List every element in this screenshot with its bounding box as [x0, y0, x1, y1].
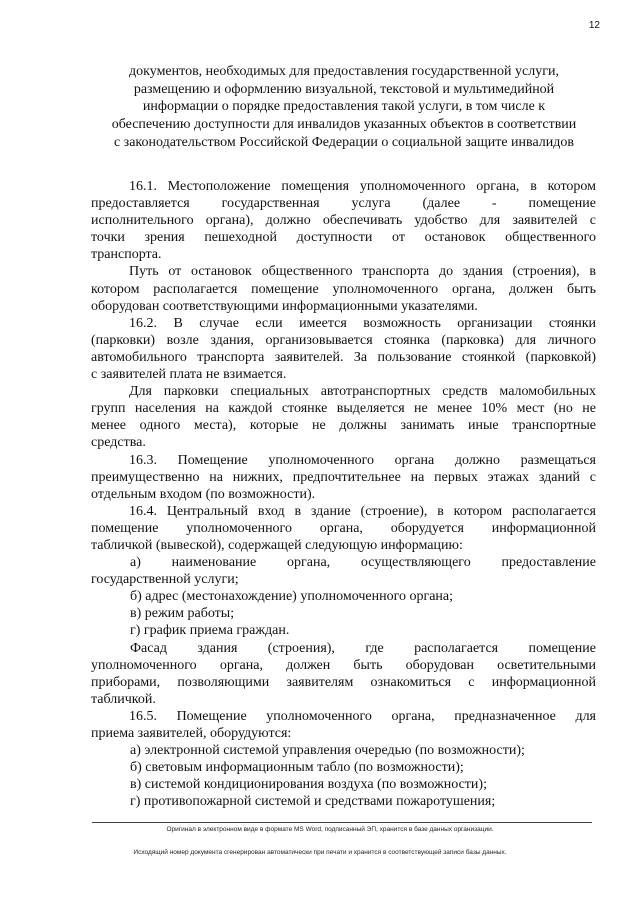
body-line: точки зрения пешеходной доступности от остановок общественного — [91, 230, 596, 246]
footer-divider — [92, 822, 592, 823]
body-line: преимущественно на нижних, предпочтительнее на первых этажах зданий с — [91, 469, 596, 485]
body-line: уполномоченного органа, должен быть оборудован осветительными — [91, 657, 596, 673]
body-line: менее одного места), которые не должны занимать иные транспортные — [91, 418, 596, 434]
body-line: 16.4. Центральный вход в здание (строение), в котором располагается — [129, 503, 596, 519]
heading-line: с законодательством Российской Федерации о социальной защите инвалидов — [113, 134, 575, 150]
body-line: Для парковки специальных автотранспортных средств маломобильных — [129, 384, 596, 400]
body-line: предоставляется государственная услуга (далее - помещение — [91, 196, 596, 212]
section-heading — [88, 63, 600, 152]
body-line: табличкой (вывеской), содержащей следующую информацию: — [91, 537, 463, 553]
body-line: государственной услуги; — [91, 572, 239, 588]
body-line: Путь от остановок общественного транспорта до здания (строения), в — [129, 264, 596, 280]
body-line: б) световым информационным табло (по возможности); — [130, 760, 464, 776]
body-line: Фасад здания (строения), где располагается помещение — [130, 640, 596, 656]
body-line: в) системой кондиционирования воздуха (по возможности); — [130, 777, 487, 793]
body-line: а) наименование органа, осуществляющего предоставление — [130, 555, 596, 571]
body-line: отдельным входом (по возможности). — [91, 486, 316, 502]
body-line: а) электронной системой управления очередью (по возможности); — [130, 743, 525, 759]
footer-original-note: Оригинал в электронном виде в формате MS Word, подписанный ЭП, хранится в базе данных организации. — [166, 826, 494, 833]
body-line: б) адрес (местонахождение) уполномоченного органа; — [130, 589, 454, 605]
body-line: с заявителей плата не взимается. — [91, 367, 287, 383]
body-line: оборудован соответствующими информационными указателями. — [91, 298, 478, 314]
body-line: котором располагается помещение уполномоченного органа, должен быть — [91, 281, 596, 297]
body-line: приборами, позволяющими заявителям ознакомиться с информационной — [91, 674, 596, 690]
heading-line: информации о порядке предоставления такой услуги, в том числе к — [142, 99, 546, 115]
body-line: транспорта. — [91, 247, 162, 263]
body-line: 16.3. Помещение уполномоченного органа должно размещаться — [129, 452, 596, 468]
heading-line: документов, необходимых для предоставления государственной услуги, — [129, 64, 559, 79]
body-line: помещение уполномоченного органа, оборудуется информационной — [91, 520, 596, 536]
body-line: в) режим работы; — [130, 606, 235, 622]
body-line: средства. — [91, 435, 146, 451]
body-line: (парковки) возле здания, организовывается стоянка (парковка) для личного — [91, 332, 596, 348]
body-line: автомобильного транспорта заявителей. За пользование стоянкой (парковкой) — [91, 349, 596, 365]
body-line: табличкой. — [91, 691, 156, 707]
body-line: 16.1. Местоположение помещения уполномоченного органа, в котором — [129, 179, 596, 194]
body-line: г) противопожарной системой и средствами пожаротушения; — [130, 794, 496, 810]
page-number: 12 — [588, 20, 600, 31]
body-line: г) график приема граждан. — [130, 623, 290, 639]
document-body — [91, 178, 596, 810]
body-line: исполнительного органа), должно обеспечивать удобство для заявителей с — [91, 213, 596, 229]
footer-number-note: Исходящий номер документа сгенерирован автоматически при печати и хранится в соответствующей записи базы данных. — [133, 849, 507, 856]
body-line: групп населения на каждой стоянке выделяется не менее 10% мест (но не — [91, 401, 596, 417]
body-line: 16.5. Помещение уполномоченного органа, предназначенное для — [129, 708, 596, 724]
heading-line: обеспечению доступности для инвалидов указанных объектов в соответствии — [111, 117, 577, 133]
body-line: 16.2. В случае если имеется возможность организации стоянки — [129, 315, 596, 331]
body-line: приема заявителей, оборудуются: — [91, 726, 292, 741]
heading-line: размещению и оформлению визуальной, текстовой и мультимедийной — [133, 81, 555, 97]
